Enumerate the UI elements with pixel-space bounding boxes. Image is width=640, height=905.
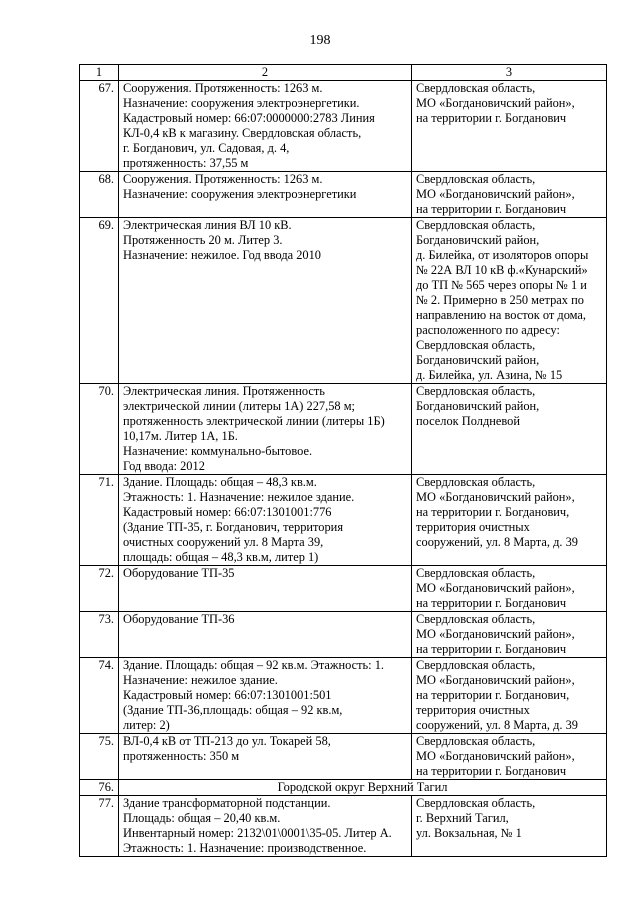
object-address-line: д. Билейка, ул. Азина, № 15 <box>416 368 563 382</box>
object-address-line: № 2. Примерно в 250 метрах по <box>416 293 584 307</box>
table-row <box>80 658 607 734</box>
object-description-line: Назначение: сооружения электроэнергетики <box>123 187 357 201</box>
object-address <box>412 81 607 172</box>
object-description-line: электрической линии (литеры 1А) 227,58 м; <box>123 399 355 413</box>
object-address-line: поселок Полдневой <box>416 414 520 428</box>
object-address <box>412 384 607 475</box>
object-address-line: ул. Вокзальная, № 1 <box>416 826 522 840</box>
object-address <box>412 566 607 612</box>
object-address-line: на территории г. Богданович <box>416 202 567 216</box>
object-description-line: протяженность: 37,55 м <box>123 156 249 170</box>
table-row <box>80 172 607 218</box>
table-row <box>80 384 607 475</box>
object-description-line: Назначение: нежилое. Год ввода 2010 <box>123 248 322 262</box>
object-description-line: Здание. Площадь: общая – 48,3 кв.м. <box>123 475 317 489</box>
object-description-line: Здание трансформаторной подстанции. <box>123 796 331 810</box>
object-description-line: протяженность электрической линии (литеры 1Б) <box>123 414 385 428</box>
object-description-line: Этажность: 1. Назначение: производственное. <box>123 841 367 855</box>
object-description <box>119 658 412 734</box>
object-address-line: МО «Богдановичский район», <box>416 490 575 504</box>
object-address-line: направлению на восток от дома, <box>416 308 587 322</box>
object-address-line: на территории г. Богданович <box>416 596 567 610</box>
object-description-line: Здание. Площадь: общая – 92 кв.м. Этажность: 1. <box>123 658 384 672</box>
object-address-line: г. Верхний Тагил, <box>416 811 509 825</box>
table-header-row <box>80 65 607 81</box>
table-row <box>80 566 607 612</box>
object-address-line: д. Билейка, от изоляторов опоры <box>416 248 589 262</box>
object-description-line: Площадь: общая – 20,40 кв.м. <box>123 811 281 825</box>
object-description-line: ВЛ-0,4 кВ от ТП-213 до ул. Токарей 58, <box>123 734 331 748</box>
object-description-line: Протяженность 20 м. Литер 3. <box>123 233 283 247</box>
object-address-line: расположенного по адресу: <box>416 323 560 337</box>
object-address <box>412 172 607 218</box>
object-description <box>119 796 412 857</box>
object-address-line: Свердловская область, <box>416 658 536 672</box>
property-registry-table <box>79 64 607 857</box>
object-description <box>119 734 412 780</box>
object-description-line: Назначение: нежилое здание. <box>123 673 278 687</box>
object-description-line: Инвентарный номер: 2132\01\0001\35-05. Литер А. <box>123 826 392 840</box>
row-number: 68. <box>80 172 119 218</box>
object-description-line: Электрическая линия. Протяженность <box>123 384 325 398</box>
object-address-line: МО «Богдановичский район», <box>416 627 575 641</box>
object-address <box>412 658 607 734</box>
table-row <box>80 475 607 566</box>
row-number: 67. <box>80 81 119 172</box>
object-address-line: МО «Богдановичский район», <box>416 581 575 595</box>
table-row <box>80 612 607 658</box>
table-row <box>80 218 607 384</box>
object-description-line: 10,17м. Литер 1А, 1Б. <box>123 429 238 443</box>
row-number: 69. <box>80 218 119 384</box>
row-number: 76. <box>80 780 119 796</box>
object-address-line: на территории г. Богданович <box>416 111 567 125</box>
row-number: 75. <box>80 734 119 780</box>
header-cell-number: 1 <box>80 65 119 81</box>
row-number: 72. <box>80 566 119 612</box>
object-address-line: территория очистных <box>416 520 530 534</box>
object-address-line: Свердловская область, <box>416 796 536 810</box>
object-description-line: Назначение: сооружения электроэнергетики. <box>123 96 360 110</box>
object-description-line: Этажность: 1. Назначение: нежилое здание. <box>123 490 355 504</box>
object-address-line: Свердловская область, <box>416 384 536 398</box>
object-address-line: Свердловская область, <box>416 566 536 580</box>
table-row <box>80 796 607 857</box>
row-number: 70. <box>80 384 119 475</box>
object-description <box>119 475 412 566</box>
object-address <box>412 475 607 566</box>
row-number: 73. <box>80 612 119 658</box>
object-address <box>412 734 607 780</box>
object-description-line: Кадастровый номер: 66:07:1301001:501 <box>123 688 332 702</box>
object-address-line: Свердловская область, <box>416 475 536 489</box>
object-description-line: Год ввода: 2012 <box>123 459 205 473</box>
object-address-line: МО «Богдановичский район», <box>416 187 575 201</box>
row-number: 77. <box>80 796 119 857</box>
row-number: 74. <box>80 658 119 734</box>
page-number: 198 <box>309 33 331 48</box>
header-cell-address: 3 <box>412 65 607 81</box>
object-address-line: сооружений, ул. 8 Марта, д. 39 <box>416 718 578 732</box>
object-address-line: на территории г. Богданович <box>416 642 567 656</box>
object-description-line: Сооружения. Протяженность: 1263 м. <box>123 81 323 95</box>
object-description <box>119 172 412 218</box>
object-description-line: Оборудование ТП-35 <box>123 566 235 580</box>
object-address-line: Богдановичский район, <box>416 233 540 247</box>
object-description-line: Сооружения. Протяженность: 1263 м. <box>123 172 323 186</box>
section-title: Городской округ Верхний Тагил <box>119 780 607 796</box>
object-address-line: на территории г. Богданович, <box>416 688 570 702</box>
object-address-line: Свердловская область, <box>416 172 536 186</box>
object-address-line: на территории г. Богданович, <box>416 505 570 519</box>
object-address-line: сооружений, ул. 8 Марта, д. 39 <box>416 535 578 549</box>
object-description-line: площадь: общая – 48,3 кв.м, литер 1) <box>123 550 319 564</box>
object-address-line: Свердловская область, <box>416 81 536 95</box>
table-row <box>80 734 607 780</box>
object-description-line: г. Богданович, ул. Садовая, д. 4, <box>123 141 290 155</box>
object-address-line: МО «Богдановичский район», <box>416 673 575 687</box>
row-number: 71. <box>80 475 119 566</box>
object-address-line: Свердловская область, <box>416 338 536 352</box>
table-row <box>80 81 607 172</box>
object-address-line: МО «Богдановичский район», <box>416 749 575 763</box>
object-address-line: территория очистных <box>416 703 530 717</box>
object-description-line: Кадастровый номер: 66:07:1301001:776 <box>123 505 332 519</box>
object-address <box>412 218 607 384</box>
object-address-line: Свердловская область, <box>416 734 536 748</box>
object-address-line: Богдановичский район, <box>416 399 540 413</box>
object-description-line: протяженность: 350 м <box>123 749 240 763</box>
section-row <box>80 780 607 796</box>
object-description <box>119 81 412 172</box>
object-address-line: до ТП № 565 через опоры № 1 и <box>416 278 587 292</box>
object-description <box>119 384 412 475</box>
object-address-line: Свердловская область, <box>416 612 536 626</box>
object-address <box>412 612 607 658</box>
object-description-line: Электрическая линия ВЛ 10 кВ. <box>123 218 292 232</box>
object-description <box>119 218 412 384</box>
header-cell-description: 2 <box>119 65 412 81</box>
object-description <box>119 566 412 612</box>
object-description-line: Оборудование ТП-36 <box>123 612 235 626</box>
object-address <box>412 796 607 857</box>
object-description-line: Назначение: коммунально-бытовое. <box>123 444 313 458</box>
object-address-line: Богдановичский район, <box>416 353 540 367</box>
object-description <box>119 612 412 658</box>
object-address-line: Свердловская область, <box>416 218 536 232</box>
object-description-line: (Здание ТП-36,площадь: общая – 92 кв.м, <box>123 703 343 717</box>
object-address-line: на территории г. Богданович <box>416 764 567 778</box>
object-description-line: КЛ-0,4 кВ к магазину. Свердловская область, <box>123 126 362 140</box>
object-description-line: Кадастровый номер: 66:07:0000000:2783 Линия <box>123 111 375 125</box>
object-description-line: (Здание ТП-35, г. Богданович, территория <box>123 520 344 534</box>
object-description-line: очистных сооружений ул. 8 Марта 39, <box>123 535 324 549</box>
object-address-line: МО «Богдановичский район», <box>416 96 575 110</box>
object-address-line: № 22А ВЛ 10 кВ ф.«Кунарский» <box>416 263 588 277</box>
object-description-line: литер: 2) <box>123 718 170 732</box>
